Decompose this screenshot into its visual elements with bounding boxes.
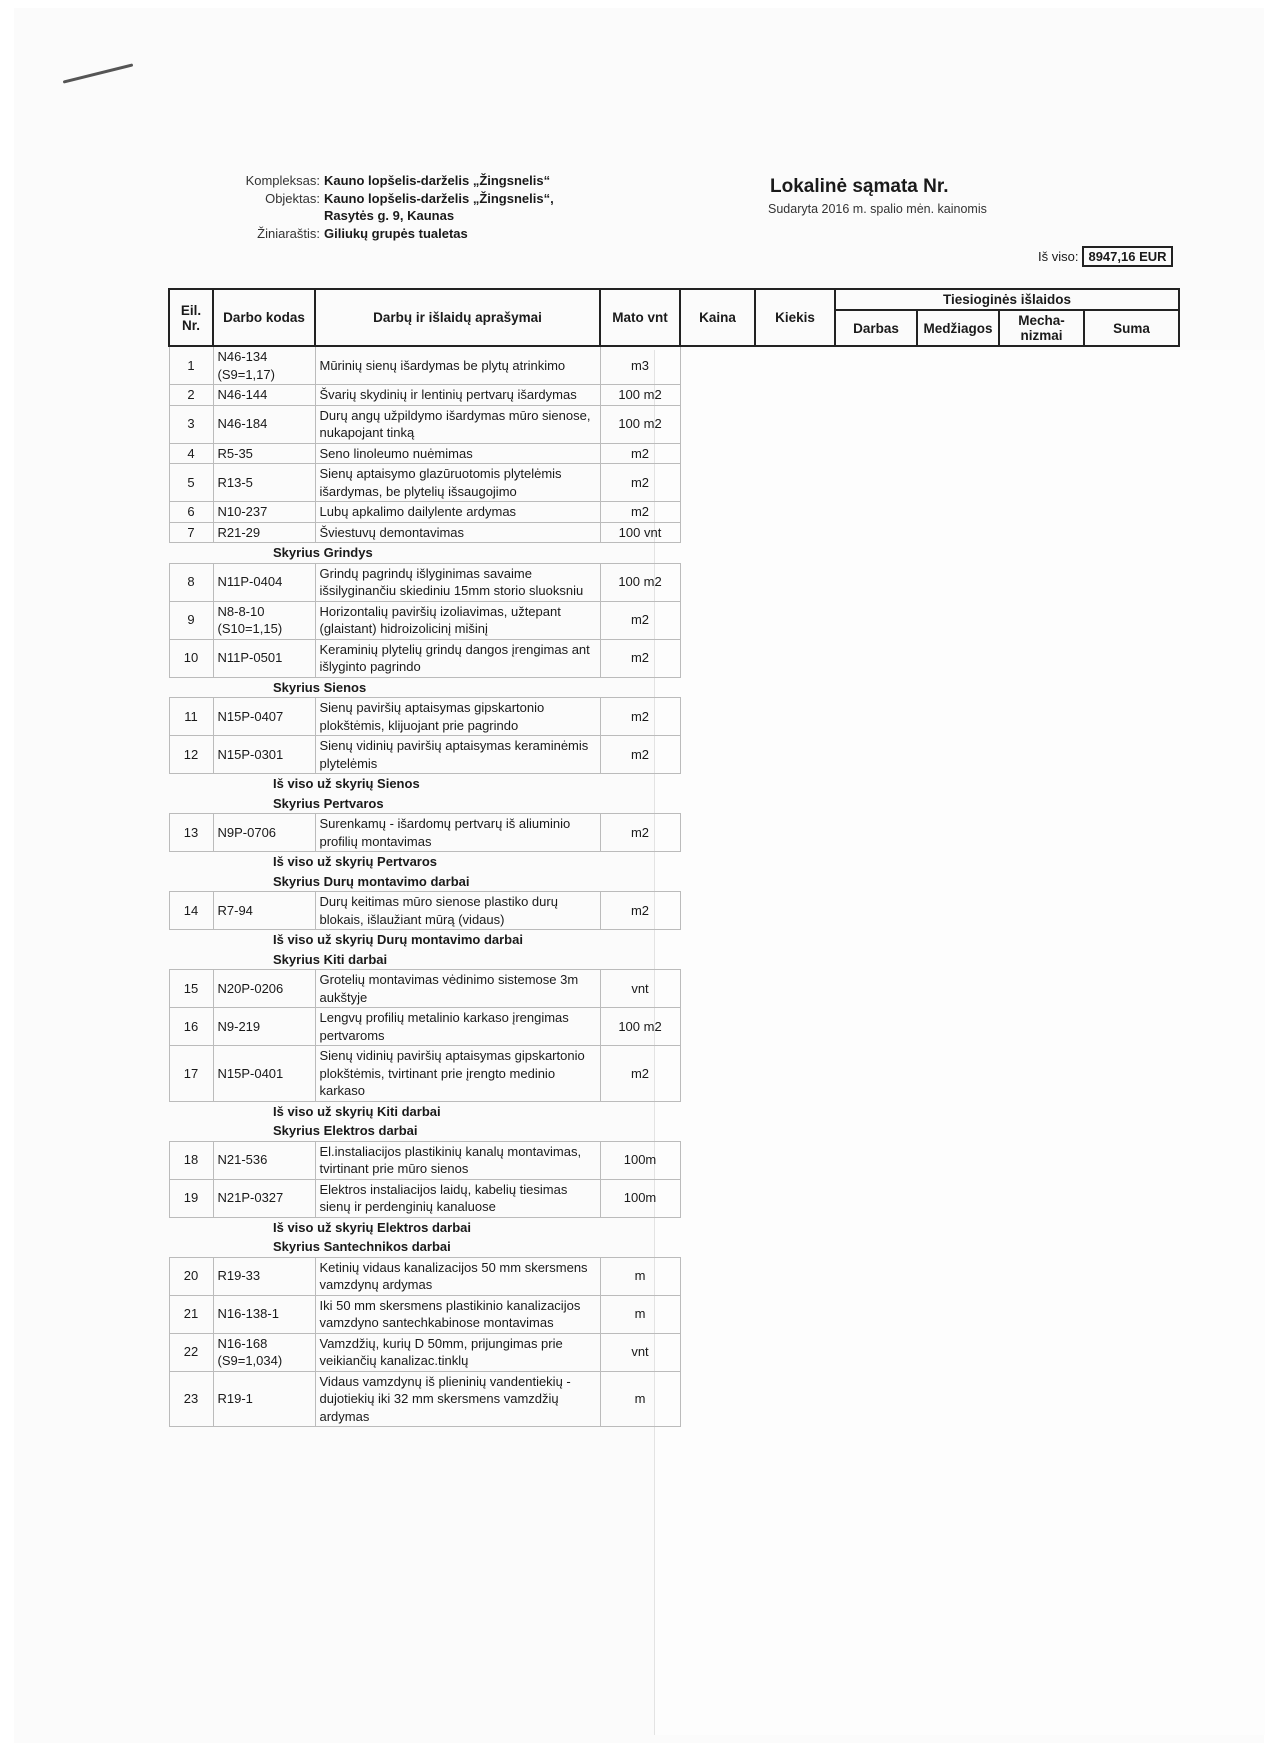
- row-number: 22: [169, 1333, 213, 1371]
- section-row: [169, 852, 1179, 872]
- section-title: Skyrius Santechnikos darbai: [273, 1239, 451, 1254]
- work-code: N11P-0404: [213, 563, 315, 601]
- table-row: [169, 736, 1179, 774]
- work-description: Sienų vidinių paviršių aptaisymas keraminėmis plytelėmis: [315, 736, 600, 774]
- table-row: [169, 1141, 1179, 1179]
- table-row: [169, 970, 1179, 1008]
- section-title: Skyrius Elektros darbai: [273, 1123, 418, 1138]
- table-row: [169, 385, 1179, 406]
- header-sum: Suma: [1084, 310, 1179, 346]
- work-description: Vidaus vamzdynų iš plieninių vandentiekių - dujotiekių iki 32 mm skersmens vamzdžių ardymas: [315, 1371, 600, 1427]
- objektas-address: Rasytės g. 9, Kaunas: [324, 208, 455, 223]
- work-code: N15P-0407: [213, 698, 315, 736]
- work-description: Seno linoleumo nuėmimas: [315, 443, 600, 464]
- row-number: 17: [169, 1046, 213, 1102]
- section-title: Skyrius Kiti darbai: [273, 951, 388, 967]
- work-code: N16-168 (S9=1,034): [213, 1333, 315, 1371]
- unit: m2: [600, 464, 680, 502]
- unit: 100 m2: [600, 385, 680, 406]
- row-number: 1: [169, 346, 213, 385]
- row-number: 9: [169, 601, 213, 639]
- unit: 100 vnt: [600, 522, 680, 543]
- unit: 100m: [600, 1179, 680, 1217]
- header-mechanisms: Mecha-nizmai: [999, 310, 1084, 346]
- work-description: Grotelių montavimas vėdinimo sistemose 3m aukštyje: [315, 970, 600, 1008]
- work-code: R7-94: [213, 892, 315, 930]
- unit: 100 m2: [600, 1008, 680, 1046]
- objektas-value: Kauno lopšelis-darželis „Žingsnelis“,: [324, 190, 554, 206]
- table-row: [169, 1179, 1179, 1217]
- table-row: [169, 1257, 1179, 1295]
- work-description: Sienų paviršių aptaisymas gipskartonio plokštėmis, klijuojant prie pagrindo: [315, 698, 600, 736]
- unit: 100 m2: [600, 563, 680, 601]
- work-description: Elektros instaliacijos laidų, kabelių tiesimas sienų ir perdenginių kanaluose: [315, 1179, 600, 1217]
- unit: vnt: [600, 970, 680, 1008]
- row-number: 4: [169, 443, 213, 464]
- row-number: 11: [169, 698, 213, 736]
- work-description: Vamzdžių, kurių D 50mm, prijungimas prie veikiančių kanalizac.tinklų: [315, 1333, 600, 1371]
- row-number: 21: [169, 1295, 213, 1333]
- header-direct-costs: Tiesioginės išlaidos: [835, 289, 1179, 310]
- row-number: 7: [169, 522, 213, 543]
- work-code: N16-138-1: [213, 1295, 315, 1333]
- work-description: Surenkamų - išardomų pertvarų iš aliuminio profilių montavimas: [315, 814, 600, 852]
- ziniarastis-value: Giliukų grupės tualetas: [324, 225, 468, 241]
- row-number: 19: [169, 1179, 213, 1217]
- table-row: [169, 698, 1179, 736]
- table-row: [169, 814, 1179, 852]
- section-title: Skyrius Sienos: [273, 679, 367, 695]
- work-code: N46-144: [213, 385, 315, 406]
- work-description: Mūrinių sienų išardymas be plytų atrinkimo: [315, 346, 600, 385]
- row-number: 8: [169, 563, 213, 601]
- unit: m: [600, 1257, 680, 1295]
- grand-total: [1038, 246, 1173, 267]
- work-description: Švarių skydinių ir lentinių pertvarų išardymas: [315, 385, 600, 406]
- unit: m: [600, 1295, 680, 1333]
- unit: m2: [600, 698, 680, 736]
- work-code: N46-184: [213, 405, 315, 443]
- unit: m2: [600, 601, 680, 639]
- row-number: 12: [169, 736, 213, 774]
- work-code: N21-536: [213, 1141, 315, 1179]
- table-row: [169, 502, 1179, 523]
- unit: m2: [600, 1046, 680, 1102]
- row-number: 2: [169, 385, 213, 406]
- work-description: El.instaliacijos plastikinių kanalų montavimas, tvirtinant prie mūro sienos: [315, 1141, 600, 1179]
- row-number: 14: [169, 892, 213, 930]
- document-meta: [150, 172, 554, 242]
- table-row: [169, 1333, 1179, 1371]
- objektas-label: Objektas:: [265, 190, 320, 206]
- row-number: 18: [169, 1141, 213, 1179]
- estimate-table: [168, 288, 1180, 1427]
- work-description: Sienų aptaisymo glazūruotomis plytelėmis išardymas, be plytelių išsaugojimo: [315, 464, 600, 502]
- row-number: 16: [169, 1008, 213, 1046]
- document-subtitle: Sudaryta 2016 m. spalio mėn. kainomis: [768, 202, 987, 216]
- section-title: Iš viso už skyrių Elektros darbai: [273, 1219, 471, 1235]
- header-materials: Medžiagos: [917, 310, 999, 346]
- work-code: N15P-0401: [213, 1046, 315, 1102]
- section-row: [169, 872, 1179, 892]
- unit: m2: [600, 814, 680, 852]
- table-row: [169, 892, 1179, 930]
- row-number: 5: [169, 464, 213, 502]
- table-row: [169, 1046, 1179, 1102]
- section-row: [169, 950, 1179, 970]
- section-title: Iš viso už skyrių Kiti darbai: [273, 1103, 441, 1119]
- section-row: [169, 930, 1179, 950]
- work-code: R5-35: [213, 443, 315, 464]
- header-description: Darbų ir išlaidų aprašymai: [315, 289, 600, 346]
- row-number: 6: [169, 502, 213, 523]
- grand-total-value: 8947,16 EUR: [1082, 246, 1172, 267]
- unit: m2: [600, 736, 680, 774]
- section-row: [169, 1121, 1179, 1141]
- table-row: [169, 464, 1179, 502]
- section-row: [169, 774, 1179, 794]
- section-row: [169, 1237, 1179, 1257]
- work-description: Durų angų užpildymo išardymas mūro sienose, nukapojant tinką: [315, 405, 600, 443]
- kompleksas-label: Kompleksas:: [245, 173, 320, 188]
- work-code: N46-134 (S9=1,17): [213, 346, 315, 385]
- section-row: [169, 1101, 1179, 1121]
- table-row: [169, 1371, 1179, 1427]
- table-row: [169, 1295, 1179, 1333]
- estimate-rows: [169, 346, 1179, 1427]
- work-code: N20P-0206: [213, 970, 315, 1008]
- work-description: Lengvų profilių metalinio karkaso įrengimas pertvaroms: [315, 1008, 600, 1046]
- header-price: Kaina: [680, 289, 755, 346]
- unit: 100m: [600, 1141, 680, 1179]
- header-code: Darbo kodas: [213, 289, 315, 346]
- work-code: N9P-0706: [213, 814, 315, 852]
- work-code: N15P-0301: [213, 736, 315, 774]
- table-row: [169, 563, 1179, 601]
- work-description: Grindų pagrindų išlyginimas savaime išsilyginančiu skiediniu 15mm storio sluoksniu: [315, 563, 600, 601]
- unit: m2: [600, 892, 680, 930]
- work-code: R19-1: [213, 1371, 315, 1427]
- work-description: Ketinių vidaus kanalizacijos 50 mm skersmens vamzdynų ardymas: [315, 1257, 600, 1295]
- work-code: N10-237: [213, 502, 315, 523]
- row-number: 13: [169, 814, 213, 852]
- section-title: Skyrius Pertvaros: [273, 795, 384, 811]
- header-unit: Mato vnt: [600, 289, 680, 346]
- unit: m2: [600, 443, 680, 464]
- work-description: Durų keitimas mūro sienose plastiko durų blokais, išlaužiant mūrą (vidaus): [315, 892, 600, 930]
- work-description: Lubų apkalimo dailylente ardymas: [315, 502, 600, 523]
- section-row: [169, 677, 1179, 698]
- unit: m2: [600, 502, 680, 523]
- work-code: N8-8-10 (S10=1,15): [213, 601, 315, 639]
- header-quantity: Kiekis: [755, 289, 835, 346]
- section-title: Iš viso už skyrių Pertvaros: [273, 854, 438, 869]
- ziniarastis-label: Žiniaraštis:: [257, 225, 320, 241]
- table-row: [169, 1008, 1179, 1046]
- unit: vnt: [600, 1333, 680, 1371]
- section-title: Skyrius Grindys: [273, 545, 373, 560]
- table-row: [169, 601, 1179, 639]
- section-row: [169, 1217, 1179, 1237]
- document-title: Lokalinė sąmata Nr.: [770, 176, 949, 197]
- row-number: 15: [169, 970, 213, 1008]
- work-description: Šviestuvų demontavimas: [315, 522, 600, 543]
- unit: 100 m2: [600, 405, 680, 443]
- header-labor: Darbas: [835, 310, 917, 346]
- unit: m2: [600, 639, 680, 677]
- table-row: [169, 639, 1179, 677]
- work-code: R19-33: [213, 1257, 315, 1295]
- kompleksas-value: Kauno lopšelis-darželis „Žingsnelis“: [324, 173, 551, 188]
- table-row: [169, 346, 1179, 385]
- unit: m3: [600, 346, 680, 385]
- work-description: Horizontalių paviršių izoliavimas, užtepant (glaistant) hidroizolicinį mišinį: [315, 601, 600, 639]
- section-row: [169, 543, 1179, 564]
- work-code: N21P-0327: [213, 1179, 315, 1217]
- row-number: 3: [169, 405, 213, 443]
- work-description: Iki 50 mm skersmens plastikinio kanalizacijos vamzdyno santechkabinose montavimas: [315, 1295, 600, 1333]
- table-row: [169, 405, 1179, 443]
- table-row: [169, 522, 1179, 543]
- work-code: N11P-0501: [213, 639, 315, 677]
- header-nr: Eil. Nr.: [169, 289, 213, 346]
- work-code: N9-219: [213, 1008, 315, 1046]
- unit: m: [600, 1371, 680, 1427]
- work-code: R21-29: [213, 522, 315, 543]
- work-description: Keraminių plytelių grindų dangos įrengimas ant išlyginto pagrindo: [315, 639, 600, 677]
- work-code: R13-5: [213, 464, 315, 502]
- section-title: Iš viso už skyrių Durų montavimo darbai: [273, 932, 523, 947]
- table-row: [169, 443, 1179, 464]
- section-row: [169, 794, 1179, 814]
- row-number: 20: [169, 1257, 213, 1295]
- row-number: 10: [169, 639, 213, 677]
- work-description: Sienų vidinių paviršių aptaisymas gipskartonio plokštėmis, tvirtinant prie įrengto medinio karkaso: [315, 1046, 600, 1102]
- row-number: 23: [169, 1371, 213, 1427]
- section-title: Iš viso už skyrių Sienos: [273, 776, 420, 791]
- section-title: Skyrius Durų montavimo darbai: [273, 873, 470, 889]
- grand-total-label: Iš viso:: [1038, 249, 1079, 264]
